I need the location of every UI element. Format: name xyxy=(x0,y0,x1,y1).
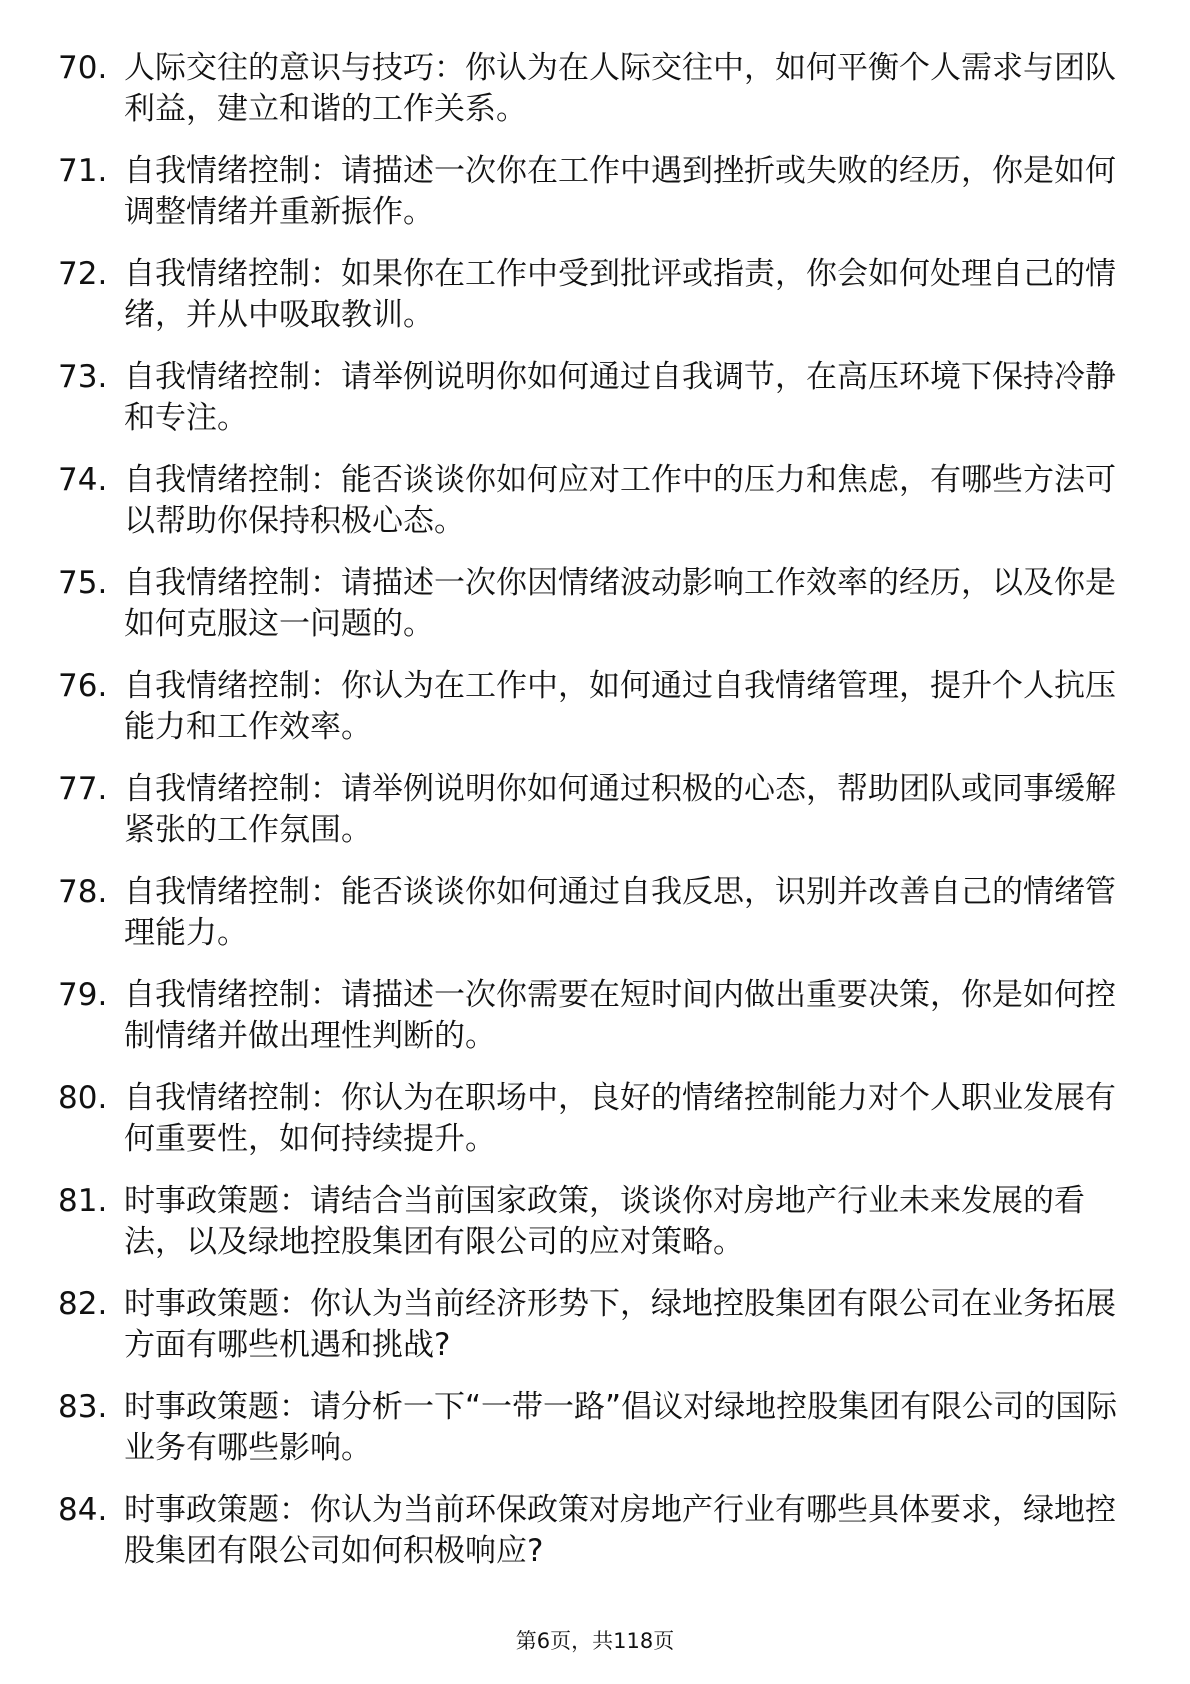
question-number: 70. xyxy=(58,50,108,86)
question-list xyxy=(58,48,1130,1593)
question-number: 78. xyxy=(58,874,108,910)
question-number: 80. xyxy=(58,1080,108,1116)
question-item xyxy=(58,151,1130,233)
question-number: 73. xyxy=(58,359,108,395)
question-item xyxy=(58,254,1130,336)
question-number: 82. xyxy=(58,1286,108,1322)
page-number-footer: 第6页，共118页 xyxy=(515,1629,675,1653)
question-item xyxy=(58,769,1130,851)
question-item xyxy=(58,1181,1130,1263)
question-text: 时事政策题：你认为当前经济形势下，绿地控股集团有限公司在业务拓展方面有哪些机遇和挑战? xyxy=(124,1286,1116,1363)
question-text: 时事政策题：你认为当前环保政策对房地产行业有哪些具体要求，绿地控股集团有限公司如何积极响应? xyxy=(124,1492,1116,1569)
question-item xyxy=(58,1490,1130,1572)
question-text: 自我情绪控制：请举例说明你如何通过自我调节，在高压环境下保持冷静和专注。 xyxy=(124,359,1116,436)
question-text: 自我情绪控制：你认为在职场中，良好的情绪控制能力对个人职业发展有何重要性，如何持续提升。 xyxy=(124,1080,1116,1157)
question-number: 81. xyxy=(58,1183,108,1219)
question-number: 74. xyxy=(58,462,108,498)
question-item xyxy=(58,1387,1130,1469)
question-text: 人际交往的意识与技巧：你认为在人际交往中，如何平衡个人需求与团队利益，建立和谐的工作关系。 xyxy=(124,50,1116,127)
question-item xyxy=(58,1284,1130,1366)
question-text: 自我情绪控制：请描述一次你在工作中遇到挫折或失败的经历，你是如何调整情绪并重新振作。 xyxy=(124,153,1116,230)
question-text: 时事政策题：请分析一下“一带一路”倡议对绿地控股集团有限公司的国际业务有哪些影响。 xyxy=(124,1389,1118,1466)
question-item xyxy=(58,975,1130,1057)
question-item xyxy=(58,460,1130,542)
question-number: 77. xyxy=(58,771,108,807)
question-text: 自我情绪控制：请描述一次你因情绪波动影响工作效率的经历，以及你是如何克服这一问题的。 xyxy=(124,565,1116,642)
question-number: 79. xyxy=(58,977,108,1013)
question-text: 时事政策题：请结合当前国家政策，谈谈你对房地产行业未来发展的看法，以及绿地控股集团有限公司的应对策略。 xyxy=(124,1183,1085,1260)
question-text: 自我情绪控制：如果你在工作中受到批评或指责，你会如何处理自己的情绪，并从中吸取教训。 xyxy=(124,256,1116,333)
question-number: 84. xyxy=(58,1492,108,1528)
question-text: 自我情绪控制：请描述一次你需要在短时间内做出重要决策，你是如何控制情绪并做出理性判断的。 xyxy=(124,977,1116,1054)
question-text: 自我情绪控制：请举例说明你如何通过积极的心态，帮助团队或同事缓解紧张的工作氛围。 xyxy=(124,771,1116,848)
question-text: 自我情绪控制：你认为在工作中，如何通过自我情绪管理，提升个人抗压能力和工作效率。 xyxy=(124,668,1116,745)
question-text: 自我情绪控制：能否谈谈你如何通过自我反思，识别并改善自己的情绪管理能力。 xyxy=(124,874,1116,951)
question-text: 自我情绪控制：能否谈谈你如何应对工作中的压力和焦虑，有哪些方法可以帮助你保持积极心态。 xyxy=(124,462,1116,539)
question-number: 71. xyxy=(58,153,108,189)
question-number: 72. xyxy=(58,256,108,292)
question-number: 76. xyxy=(58,668,108,704)
question-number: 83. xyxy=(58,1389,108,1425)
question-number: 75. xyxy=(58,565,108,601)
question-item xyxy=(58,48,1130,130)
question-item xyxy=(58,666,1130,748)
question-item xyxy=(58,563,1130,645)
question-item xyxy=(58,872,1130,954)
question-item xyxy=(58,357,1130,439)
question-item xyxy=(58,1078,1130,1160)
